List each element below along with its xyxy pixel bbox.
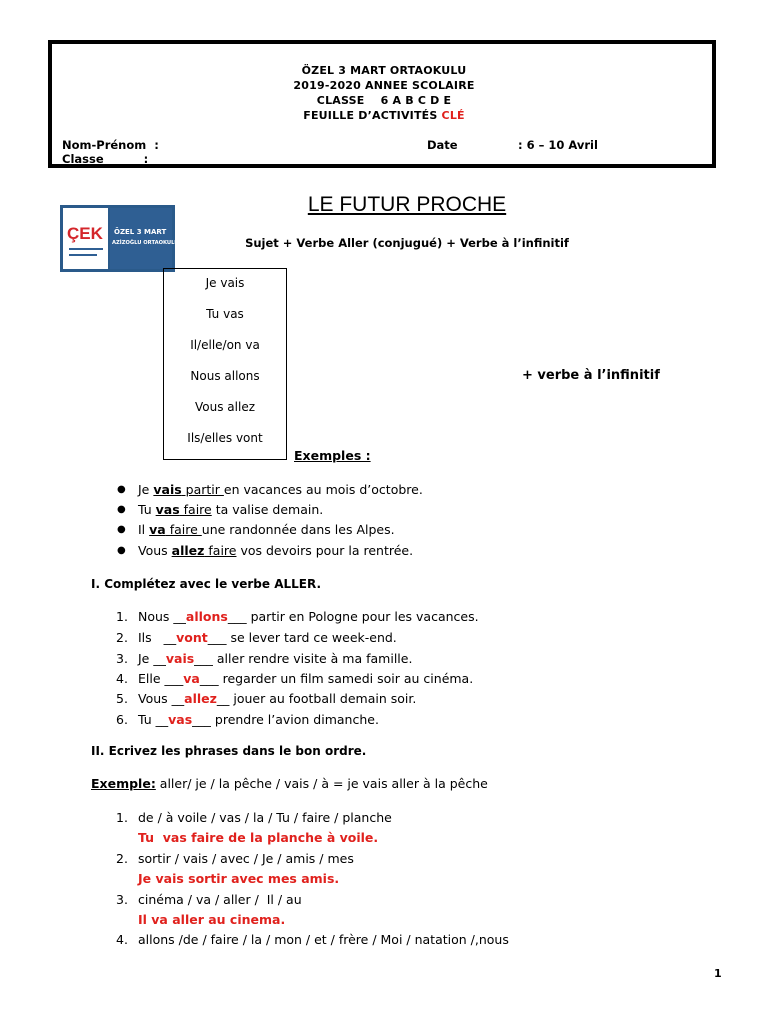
fill-before: Ils __ (138, 630, 177, 645)
example-text: aller/ je / la pêche / vais / à = je vais aller à la pêche (155, 776, 488, 791)
page-title: LE FUTUR PROCHE (307, 193, 507, 216)
infinitive-label: + verbe à l’infinitif (522, 368, 660, 383)
fill-answer: allons (185, 609, 228, 624)
section2-example (91, 776, 488, 791)
example-verb: vas (155, 502, 180, 517)
fill-answer: vais (165, 651, 195, 666)
nom-prenom-label: Nom-Prénom : (62, 138, 159, 152)
example-subject: Il (138, 522, 150, 537)
formula-text: Sujet + Verbe Aller (conjugué) + Verbe à l’infinitif (245, 236, 569, 250)
page-number: 1 (714, 967, 722, 980)
example-verb: vais (153, 482, 182, 497)
bullet-icon: ● (117, 545, 126, 556)
item-number: 1. (116, 810, 128, 825)
fill-answer: vont (176, 630, 208, 645)
fill-item (138, 609, 479, 624)
conjugation-item: Ils/elles vont (187, 431, 263, 445)
order-words: allons /de / faire / la / mon / et / frère / Moi / natation /,nous (138, 932, 509, 947)
item-number: 4. (116, 932, 128, 947)
item-number: 2. (116, 630, 128, 645)
section2-title: II. Ecrivez les phrases dans le bon ordre. (91, 744, 367, 758)
logo-text-line2: AZİZOĞLU ORTAOKULU (112, 240, 179, 246)
fill-item (138, 712, 379, 727)
item-number: 1. (116, 609, 128, 624)
item-number: 6. (116, 712, 128, 727)
fill-before: Je __ (138, 651, 166, 666)
sheet-title (48, 109, 720, 122)
fill-after: ___ partir en Pologne pour les vacances. (227, 609, 479, 624)
example-infinitive: faire (165, 522, 202, 537)
logo-emblem-line-2 (69, 254, 97, 256)
example-item (138, 502, 323, 517)
example-rest: une randonnée dans les Alpes. (201, 522, 395, 537)
fill-after: ___ aller rendre visite à ma famille. (194, 651, 413, 666)
fill-after: ___ prendre l’avion dimanche. (192, 712, 379, 727)
fill-before: Vous __ (138, 691, 185, 706)
bullet-icon: ● (117, 504, 126, 515)
fill-item (138, 630, 397, 645)
order-answer: Tu vas faire de la planche à voile. (138, 830, 379, 845)
fill-item (138, 651, 412, 666)
example-item (138, 482, 423, 497)
example-rest: ta valise demain. (211, 502, 324, 517)
conjugation-item: Tu vas (206, 307, 244, 321)
conjugation-item: Il/elle/on va (190, 338, 260, 352)
example-rest: en vacances au mois d’octobre. (223, 482, 423, 497)
example-item (138, 522, 395, 537)
item-number: 3. (116, 892, 128, 907)
fill-item (138, 671, 473, 686)
example-subject: Tu (138, 502, 156, 517)
class-line: CLASSE 6 A B C D E (316, 94, 452, 107)
example-infinitive: faire (179, 502, 212, 517)
fill-after: ___ se lever tard ce week-end. (207, 630, 397, 645)
example-subject: Je (138, 482, 154, 497)
conjugation-item: Je vais (205, 276, 245, 290)
sheet-title-prefix: FEUILLE D’ACTIVITÉS (303, 109, 442, 122)
item-number: 2. (116, 851, 128, 866)
examples-title: Exemples : (294, 448, 371, 463)
school-year: 2019-2020 ANNEE SCOLAIRE (293, 79, 475, 92)
item-number: 4. (116, 671, 128, 686)
classe-label: Classe : (62, 152, 149, 166)
order-answer: Il va aller au cinema. (138, 912, 286, 927)
fill-before: Elle ___ (138, 671, 184, 686)
conjugation-item: Nous allons (190, 369, 260, 383)
example-subject: Vous (138, 543, 172, 558)
example-infinitive: partir (181, 482, 224, 497)
logo-text-line1: ÖZEL 3 MART (114, 228, 167, 236)
fill-before: Nous __ (138, 609, 186, 624)
order-words: cinéma / va / aller / Il / au (138, 892, 302, 907)
logo-emblem-text: ÇEK (67, 224, 103, 243)
bullet-icon: ● (117, 524, 126, 535)
fill-answer: va (183, 671, 200, 686)
example-verb: allez (171, 543, 205, 558)
school-name: ÖZEL 3 MART ORTAOKULU (301, 64, 467, 77)
fill-after: __ jouer au football demain soir. (216, 691, 417, 706)
section1-title: I. Complétez avec le verbe ALLER. (91, 577, 321, 591)
item-number: 5. (116, 691, 128, 706)
sheet-key-label: CLÉ (441, 109, 465, 122)
example-rest: vos devoirs pour la rentrée. (236, 543, 414, 558)
date-label: Date (427, 138, 458, 152)
conjugation-item: Vous allez (195, 400, 255, 414)
fill-after: ___ regarder un film samedi soir au cinéma. (199, 671, 474, 686)
example-label: Exemple: (91, 776, 156, 791)
fill-answer: vas (168, 712, 193, 727)
example-item (138, 543, 413, 558)
order-answer: Je vais sortir avec mes amis. (138, 871, 340, 886)
item-number: 3. (116, 651, 128, 666)
fill-item (138, 691, 416, 706)
date-value: : 6 – 10 Avril (518, 138, 598, 152)
example-infinitive: faire (204, 543, 237, 558)
fill-answer: allez (184, 691, 217, 706)
bullet-icon: ● (117, 484, 126, 495)
order-words: de / à voile / vas / la / Tu / faire / planche (138, 810, 392, 825)
fill-before: Tu __ (138, 712, 169, 727)
example-verb: va (149, 522, 166, 537)
order-words: sortir / vais / avec / Je / amis / mes (138, 851, 354, 866)
